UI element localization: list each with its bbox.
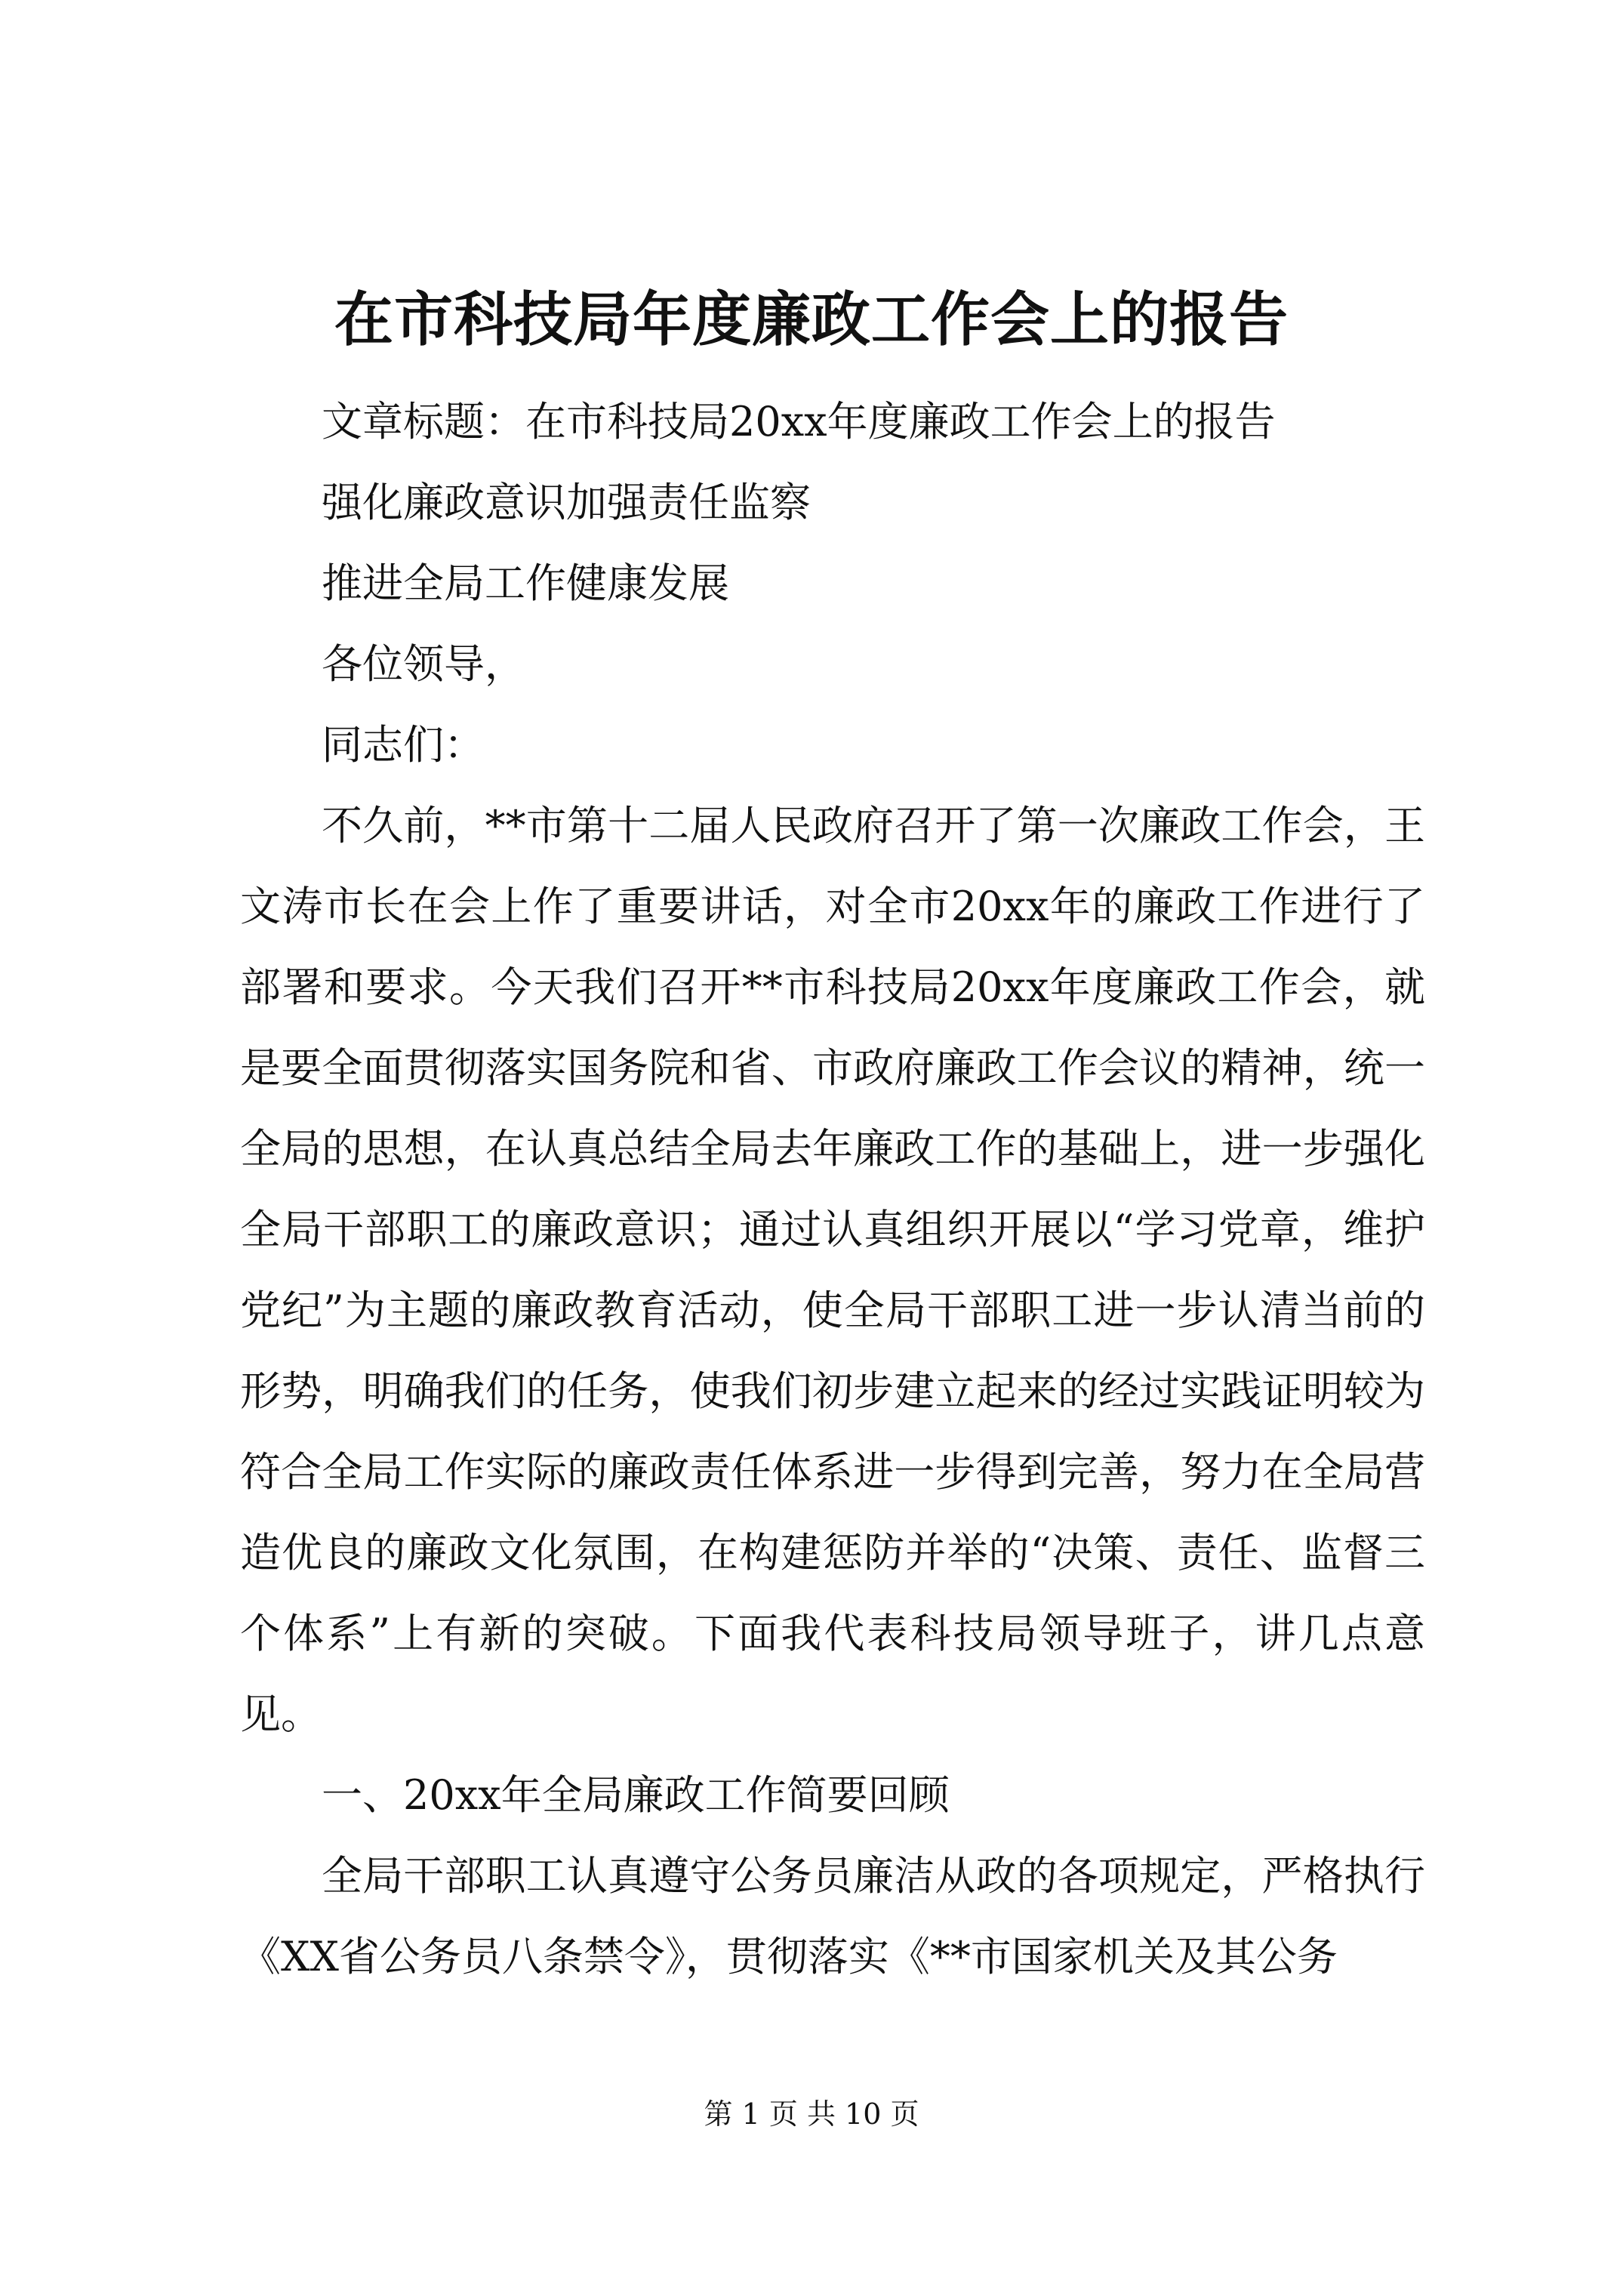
article-title-line: 文章标题：在市科技局20xx年度廉政工作会上的报告 [322, 398, 1276, 445]
salutation-comrades: 同志们： [322, 721, 485, 769]
page-footer: 第 1 页 共 10 页 [704, 2097, 919, 2131]
body-paragraph: 不久前，**市第十二届人民政府召开了第一次廉政工作会，王文涛市长在会上作了重要讲话，对全市20xx年的廉政工作进行了部署和要求。今天我们召开**市科技局20xx年度廉政工作会，就是要全面贯彻落实国务院和省、市政府廉政工作会议的精神，统一全局的思想，在认真总结全局去年廉政工作的基础上，进一步强化全局干部职工的廉政意识；通过认真组织开展以“学习党章，维护党纪”为主题的廉政教育活动，使全局干部职工进一步认清当前的形势，明确我们的任务，使我们初步建立起来的经过实践证明较为符合全局工作实际的廉政责任体系进一步得到完善，努力在全局营造优良的廉政文化氛围，在构建惩防并举的“决策、责任、监督三个体系”上有新的突破。下面我代表科技局领导班子，讲几点意见。 [240, 802, 1425, 1738]
subtitle-line-1: 强化廉政意识加强责任监察 [322, 479, 811, 526]
document-title: 在市科技局年度廉政工作会上的报告 [334, 285, 1289, 354]
section-heading: 一、20xx年全局廉政工作简要回顾 [322, 1771, 950, 1819]
salutation-leaders: 各位领导， [322, 640, 525, 688]
document-body [240, 381, 1425, 1997]
subtitle-line-2: 推进全局工作健康发展 [322, 559, 729, 607]
body-paragraph: 全局干部职工认真遵守公务员廉洁从政的各项规定，严格执行《XX省公务员八条禁令》，贯彻落实《**市国家机关及其公务 [240, 1852, 1425, 1980]
